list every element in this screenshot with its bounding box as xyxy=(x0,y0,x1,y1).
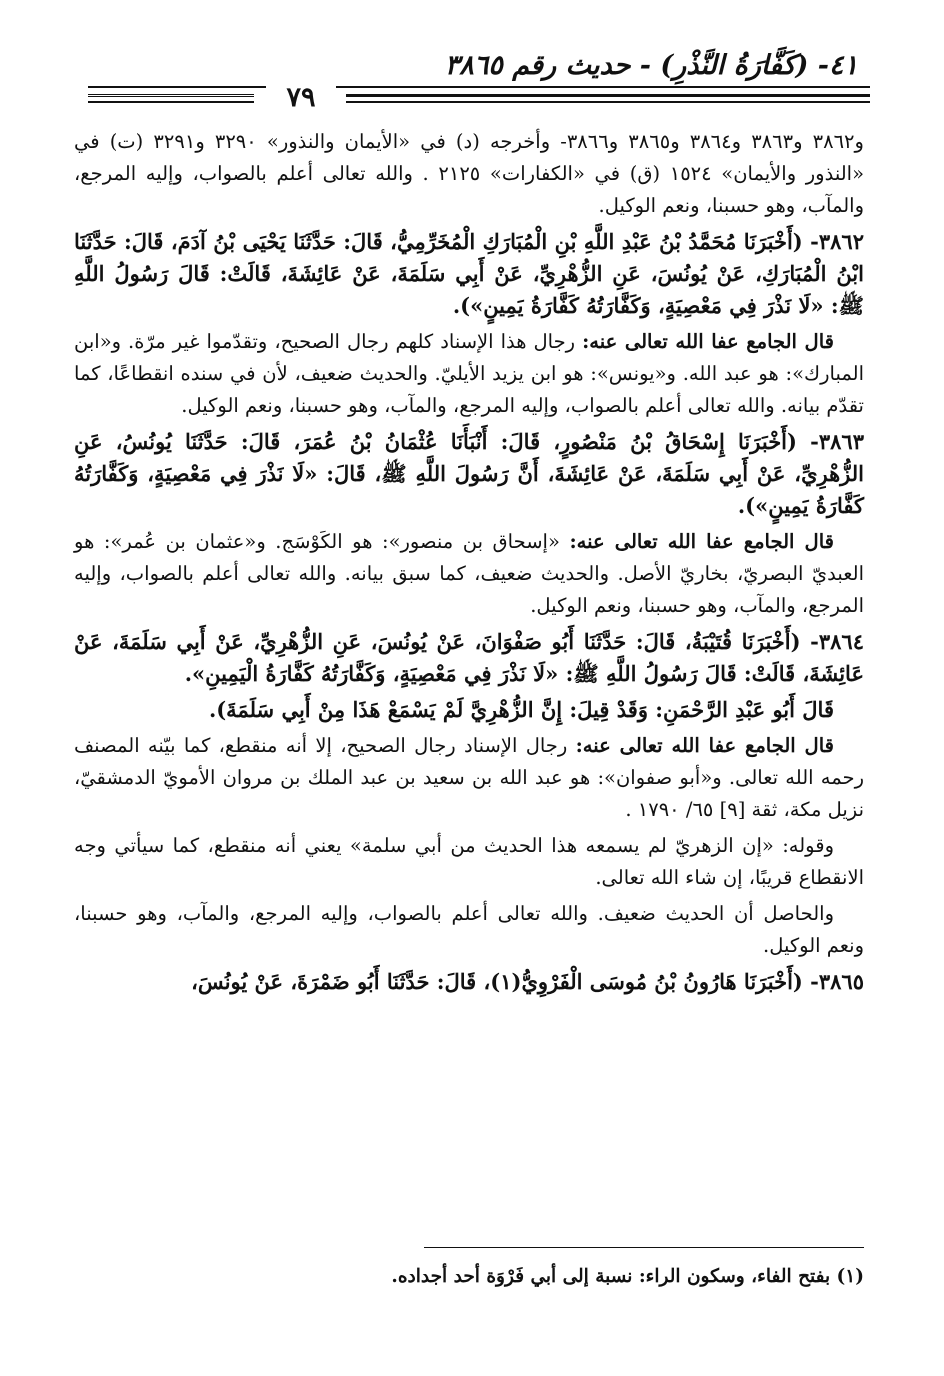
page-number: ٧٩ xyxy=(266,82,336,113)
footnote-rule xyxy=(424,1247,864,1248)
commentary-text: رجال الإسناد رجال الصحيح، إلا أنه منقطع، كما بيّنه المصنف رحمه الله تعالى. و«أبو صفوان»: هو عبد الله بن سعيد بن عبد الملك بن مروان الأمويّ الدمشقيّ، نزيل مكة، ثقة [٩] ٦٥/ ١٧٩٠ . xyxy=(74,734,864,821)
paragraph: وقوله: «إن الزهريّ لم يسمعه هذا الحديث من أبي سلمة» يعني أنه منقطع، كما سيأتي وجه الانقطاع قريبًا، إن شاء الله تعالى. xyxy=(74,834,864,889)
hadith-text: ٣٨٦٤- (أَخْبَرَنَا قُتَيْبَةُ، قَالَ: حَدَّثَنَا أَبُو صَفْوَانَ، عَنْ يُونُسَ، عَنِ الزُّهْرِيِّ، عَنْ أَبِي سَلَمَةَ، عَنْ عَائِشَةَ، قَالَتْ: قَالَ رَسُولُ اللَّهِ ﷺ: «لَا نَذْرَ فِي مَعْصِيَةٍ، وَكَفَّارَتُهُ كَفَّارَةُ الْيَمِينِ». xyxy=(74,629,864,686)
double-rule-right xyxy=(346,94,870,103)
double-rule-left xyxy=(88,94,254,103)
hadith-text: ٣٨٦٥- (أَخْبَرَنَا هَارُونُ بْنُ مُوسَى الْفَرْوِيُّ(١)، قَالَ: حَدَّثَنَا أَبُو ضَمْرَةَ، عَنْ يُونُسَ، xyxy=(191,969,864,994)
running-header: ٤١- (كَفَّارَةُ النَّذْرِ) - حديث رقم ٣٨٦٥ xyxy=(444,50,858,81)
commentary-lead: قال الجامع عفا الله تعالى عنه: xyxy=(575,734,834,757)
main-text xyxy=(74,126,864,998)
footnote: (١) بفتح الفاء، وسكون الراء: نسبة إلى أبي فَرْوَة أحد أجداده. xyxy=(391,1266,864,1287)
hadith-text: ٣٨٦٢- (أَخْبَرَنَا مُحَمَّدُ بْنُ عَبْدِ اللَّهِ بْنِ الْمُبَارَكِ الْمُخَرِّمِيُّ، قَالَ: حَدَّثَنَا يَحْيَى بْنُ آدَمَ، قَالَ: حَدَّثَنَا ابْنُ الْمُبَارَكِ، عَنْ يُونُسَ، عَنِ الزُّهْرِيِّ، عَنْ أَبِي سَلَمَةَ، عَنْ عَائِشَةَ، قَالَتْ: قَالَ رَسُولُ اللَّهِ ﷺ: «لَا نَذْرَ فِي مَعْصِيَةٍ، وَكَفَّارَتُهُ كَفَّارَةُ يَمِينٍ»). xyxy=(74,229,864,318)
paragraph: و٣٨٦٢ و٣٨٦٣ و٣٨٦٤ و٣٨٦٥ و٣٨٦٦- وأخرجه (د) في «الأيمان والنذور» ٣٢٩٠ و٣٢٩١ (ت) في «النذور والأيمان» ١٥٢٤ (ق) في «الكفارات» ٢١٢٥ . والله تعالى أعلم بالصواب، وإليه المرجع، والمآب، وهو حسبنا، ونعم الوكيل. xyxy=(74,130,864,217)
paragraph: والحاصل أن الحديث ضعيف. والله تعالى أعلم بالصواب، وإليه المرجع، والمآب، وهو حسبنا، ونعم الوكيل. xyxy=(74,902,864,957)
commentary-paragraph xyxy=(74,526,864,622)
commentary-paragraph xyxy=(74,326,864,422)
commentary-text: رجال هذا الإسناد كلهم رجال الصحيح، وتقدّموا غير مرّة. و«ابن المبارك»: هو عبد الله. و«يونس»: هو ابن يزيد الأيليّ. والحديث ضعيف، لأن في سنده انقطاعًا، كما تقدّم بيانه. والله تعالى أعلم بالصواب، وإليه المرجع، والمآب، وهو حسبنا، ونعم الوكيل. xyxy=(74,330,864,417)
hadith-text: ٣٨٦٣- (أَخْبَرَنَا إِسْحَاقُ بْنُ مَنْصُورٍ، قَالَ: أَنْبَأَنَا عُثْمَانُ بْنُ عُمَرَ، قَالَ: حَدَّثَنَا يُونُسُ، عَنِ الزُّهْرِيِّ، عَنْ أَبِي سَلَمَةَ، عَنْ عَائِشَةَ، أَنَّ رَسُولَ اللَّهِ ﷺ، قَالَ: «لَا نَذْرَ فِي مَعْصِيَةٍ، وَكَفَّارَتُهُ كَفَّارَةُ يَمِينٍ»). xyxy=(74,429,864,518)
page-number-row xyxy=(88,82,870,122)
commentary-lead: قال الجامع عفا الله تعالى عنه: xyxy=(569,530,834,553)
hadith-text: قَالَ أَبُو عَبْدِ الرَّحْمَنِ: وَقَدْ قِيلَ: إِنَّ الزُّهْرِيَّ لَمْ يَسْمَعْ هَذَا مِنْ أَبِي سَلَمَةَ). xyxy=(208,697,834,722)
commentary-paragraph xyxy=(74,730,864,826)
commentary-lead: قال الجامع عفا الله تعالى عنه: xyxy=(582,330,834,353)
commentary-text: «إسحاق بن منصور»: هو الكَوْسَج. و«عثمان بن عُمر»: هو العبديّ البصريّ، بخاريّ الأصل. والحديث ضعيف، كما سبق بيانه. والله تعالى أعلم بالصواب، وإليه المرجع، والمآب، وهو حسبنا، ونعم الوكيل. xyxy=(74,530,864,617)
